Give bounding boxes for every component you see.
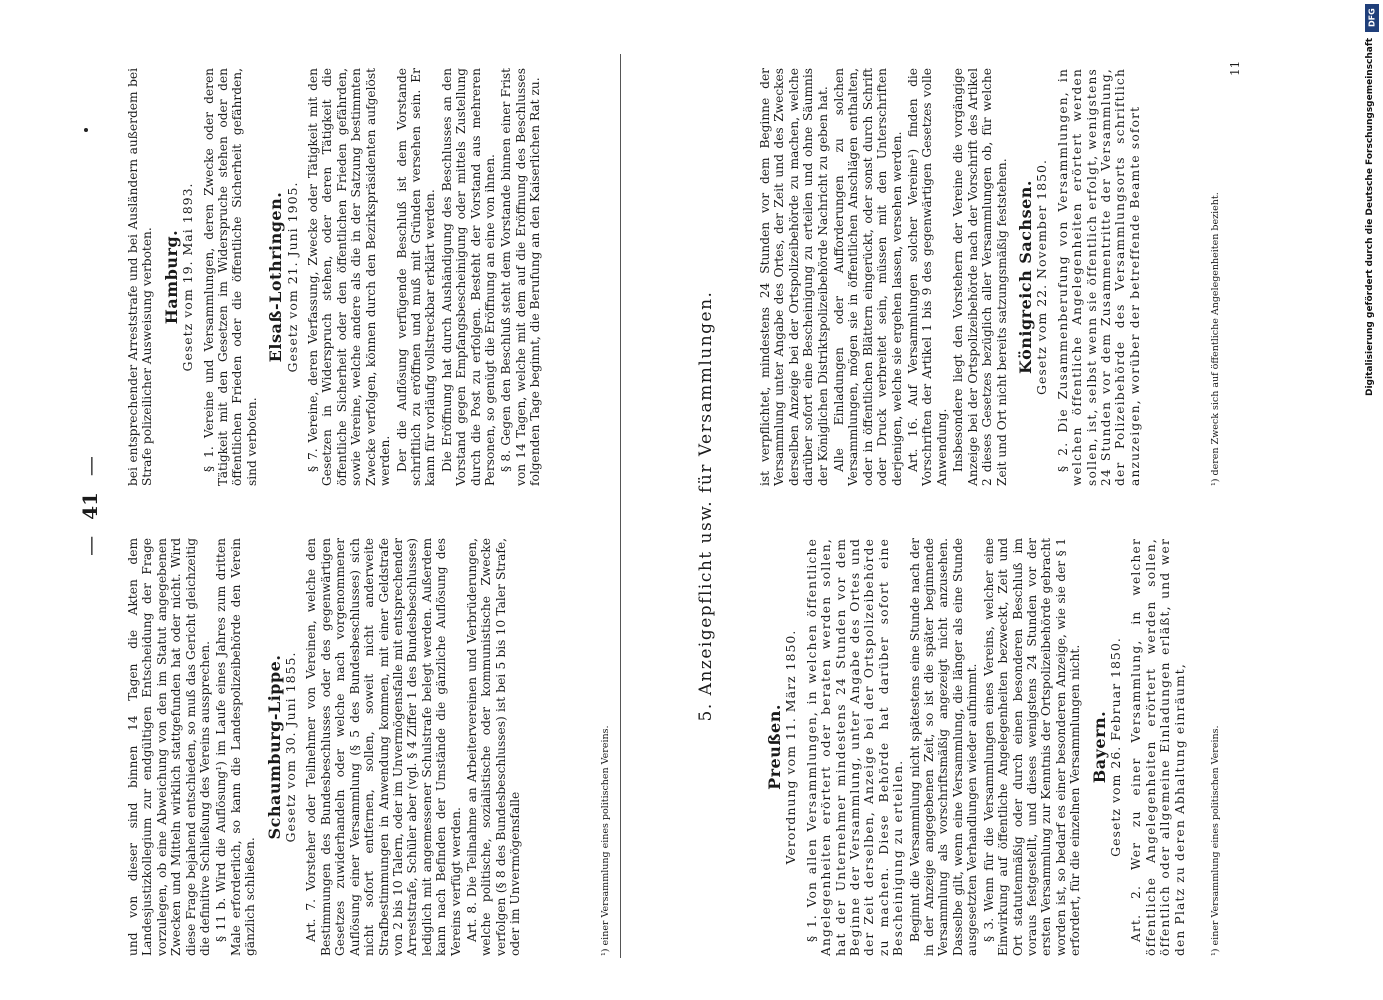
rotated-page xyxy=(78,56,1268,956)
section-date: Gesetz vom 30. Juni 1855. xyxy=(283,651,299,843)
column-bottom-left xyxy=(758,538,1189,956)
section-date: Gesetz vom 22. November 1850. xyxy=(1034,159,1050,395)
page-upper-half xyxy=(78,56,638,956)
footnote: ¹) einer Versammlung eines politischen Vereins. xyxy=(1210,725,1221,956)
paragraph: Die Eröffnung hat durch Aushändigung des Beschlusses an den Vorstand gegen Empfangsbescheinigung oder mittels Zustellung durch die Post zu erfolgen. Besteht der Vorstand aus mehreren Personen, so genügt die Eröffnung an eine von ihnen. xyxy=(439,68,497,486)
section-date: Gesetz vom 19. Mai 1893. xyxy=(180,182,196,372)
paragraph: Art. 2. Wer zu einer Versammlung, in welcher öffentliche Angelegenheiten erörtert werden sollen, öffentlich oder allgemeine Einladungen erläßt, und wer den Platz zu deren Abhaltung einräumt, xyxy=(1129,538,1187,956)
column-top-left xyxy=(126,538,525,956)
paragraph: ist verpflichtet, mindestens 24 Stunden vor dem Beginne der Versammlung unter Angabe des Ortes, der Zeit und des Zweckes derselben Anzeige bei der Ortspolizeibehörde zu machen, welche darüber sofort eine Bescheinigung zu erteilen und ohne Säumnis der Königlichen Distriktspolizeibehörde Nachricht zu geben hat. xyxy=(758,68,830,486)
paragraph: und von dieser sind binnen 14 Tagen die Akten dem Landesjustizkollegium zur endgültigen Entscheidung der Frage vorzulegen, ob eine Abweichung von den im Statut angegebenen Zwecken und Mitteln wirklich stattgefunden hat oder nicht. Wird diese Frage bejahend entschieden, so muß das Gericht gleichzeitig die definitive Schließung des Vereins aussprechen. xyxy=(126,538,213,956)
section-title-schaumburg: Schaumburg-Lippe. xyxy=(264,654,284,840)
paragraph: Art. 16. Auf Versammlungen solcher Vereine¹) finden die Vorschriften der Artikel 1 bis 9 des gegenwärtigen Gesetzes volle Anwendung. xyxy=(906,68,949,486)
paragraph: Insbesondere liegt den Vorstehern der Vereine die vorgängige Anzeige bei der Ortspolizeibehörde nach der Vorschrift des Artikel 2 dieses Gesetzes bezüglich aller Versammlungen ob, für welche Zeit und Ort nicht bereits satzungsmäßig feststehen. xyxy=(951,68,1009,486)
paragraph: § 2. Die Zusammenberufung von Versammlungen, in welchen öffentliche Angelegenheiten erörtert werden sollen, ist, selbst wenn sie öffentlich erfolgt, wenigstens 24 Stunden vor dem Zusammentritte der Versammlung, der Polizeibehörde des Versammlungsorts schriftlich anzuzeigen, worüber der betreffende Beamte sofort xyxy=(1055,67,1142,486)
bottom-page-number: 11 xyxy=(1228,60,1242,76)
paragraph: § 3. Wenn für die Versammlungen eines Vereins, welcher eine Einwirkung auf öffentliche Angelegenheiten bezweckt, Zeit und Ort statutenmäßig oder durch einen besonderen Beschluß im voraus festgestellt, und dieses wenigstens 24 Stunden vor der ersten Versammlung zur Kenntnis der Ortspolizeibehörde gebracht worden ist, so bedarf es einer besonderen Anzeige, wie sie der § 1 erfordert, für die einzelnen Versammlungen nicht. xyxy=(981,538,1083,956)
column-bottom-right xyxy=(758,68,1144,486)
footnote: ¹) deren Zweck sich auf öffentliche Angelegenheiten bezieht. xyxy=(1210,192,1221,486)
paragraph: Der die Auflösung verfügende Beschluß ist dem Vorstande schriftlich zu eröffnen und muß mit Gründen versehen sein. Er kann für vorläufig vollstreckbar erklärt werden. xyxy=(394,68,438,486)
paragraph: § 8. Gegen den Beschluß steht dem Vorstande binnen einer Frist von 14 Tagen, welche mit dem auf die Eröffnung des Beschlusses folgenden Tage beginnt, die Berufung an den Kaiserlichen Rat zu. xyxy=(499,68,543,486)
page-number-header xyxy=(78,56,102,956)
dash-left: — xyxy=(78,535,102,556)
paragraph: § 1. Von allen Versammlungen, in welchen öffentliche Angelegenheiten erörtert oder beraten werden sollen, hat der Unternehmer mindestens 24 Stunden vor dem Beginne der Versammlung, unter Angabe des Ortes und der Zeit derselben, Anzeige bei der Ortspolizeibehörde zu machen. Diese Behörde hat darüber sofort eine Bescheinigung zu erteilen. xyxy=(804,538,906,956)
paragraph: Alle Einladungen oder Aufforderungen zu solchen Versammlungen, mögen sie in öffentlichen Anschlägen enthalten, oder in öffentlichen Blättern eingerückt, oder sonst durch Schrift oder Druck verbreitet sein, müssen mit den Unterschriften derjenigen, welche sie ergehen lassen, versehen werden. xyxy=(832,68,904,486)
column-top-right xyxy=(126,68,545,486)
section-title-preussen: Preußen. xyxy=(765,704,784,790)
section-title-sachsen: Königreich Sachsen. xyxy=(1015,180,1035,374)
dfg-watermark xyxy=(1365,4,1379,990)
dfg-logo: DFG xyxy=(1365,4,1379,32)
paragraph: Beginnt die Versammlung nicht spätestens eine Stunde nach der in der Anzeige angegebenen Zeit, so ist die später beginnende Versammlung als vorschriftsmäßig angezeigt nicht anzusehen. Dasselbe gilt, wenn eine Versammlung, die länger als eine Stunde ausgesetzten Verhandlungen wieder aufnimmt. xyxy=(907,538,980,956)
paragraph: Art. 7. Vorsteher oder Teilnehmer von Vereinen, welche den Bestimmungen des Bundesbeschlusses oder des gegenwärtigen Gesetzes zuwiderhandeln oder welche nach vorgenommener Auflösung einer Versammlung (§ 5 des Bundesbeschlusses) sich nicht sofort entfernen, sollen, soweit nicht anderweite Strafbestimmungen in Anwendung kommen, mit einer Geldstrafe von 2 bis 10 Talern, oder im Unvermögensfalle mit entsprechender Arreststrafe, Schüler aber (vgl. § 4 Ziffer 1 des Bundesbeschlusses) lediglich mit angemessener Schulstrafe belegt werden. Außerdem kann nach Befinden der Umstände die gänzliche Auflösung des Vereins verfügt werden. xyxy=(304,538,463,956)
section-title-elsass: Elsaß-Lothringen. xyxy=(266,191,286,363)
paragraph: § 1. Vereine und Versammlungen, deren Zwecke oder deren Tätigkeit mit den Gesetzen im Widerspruche stehen oder den öffentlichen Frieden oder die öffentliche Sicherheit gefährden, sind verboten. xyxy=(201,68,259,486)
paragraph: § 11 b. Wird die Auflösung¹) im Laufe eines Jahres zum dritten Male erforderlich, so kann die Landespolizeibehörde den Verein gänzlich schließen. xyxy=(214,538,258,956)
section-title-bayern: Bayern. xyxy=(1089,710,1109,784)
footnote: ¹) einer Versammlung eines politischen Vereins. xyxy=(600,725,611,956)
section-date: Verordnung vom 11. März 1850. xyxy=(783,629,799,865)
dash-right: — xyxy=(78,456,102,477)
section-date: Gesetz vom 21. Juni 1905. xyxy=(284,181,300,373)
paragraph: bei entsprechender Arreststrafe und bei Ausländern außerdem bei Strafe polizeilicher Ausweisung verboten. xyxy=(126,68,155,486)
section-date: Gesetz vom 26. Februar 1850. xyxy=(1107,637,1123,857)
paragraph: § 7. Vereine, deren Verfassung, Zwecke oder Tätigkeit mit den Gesetzen in Widerspruch stehen, oder deren Tätigkeit die öffentliche Sicherheit oder den öffentlichen Frieden gefährden, sowie Vereine, welche andere als die in der Satzung bestimmten Zwecke verfolgen, können durch den Bezirkspräsidenten aufgelöst werden. xyxy=(306,68,393,486)
paragraph: Art. 8. Die Teilnahme an Arbeitervereinen und Verbrüderungen, welche politische, sozialistische oder kommunistische Zwecke verfolgen (§ 8 des Bundesbeschlusses) ist bei 5 bis 10 Taler Strafe, oder im Unvermögensfalle xyxy=(464,538,523,956)
page-number: 41 xyxy=(78,492,102,520)
section-title-hamburg: Hamburg. xyxy=(161,229,181,325)
page-lower-half xyxy=(688,56,1248,956)
chapter-heading: 5. Anzeigepflicht usw. für Versammlungen. xyxy=(696,290,716,722)
dfg-credit-text: Digitalisierung gefördert durch die Deutsche Forschungsgemeinschaft xyxy=(1365,38,1375,397)
page-divider xyxy=(620,54,621,958)
